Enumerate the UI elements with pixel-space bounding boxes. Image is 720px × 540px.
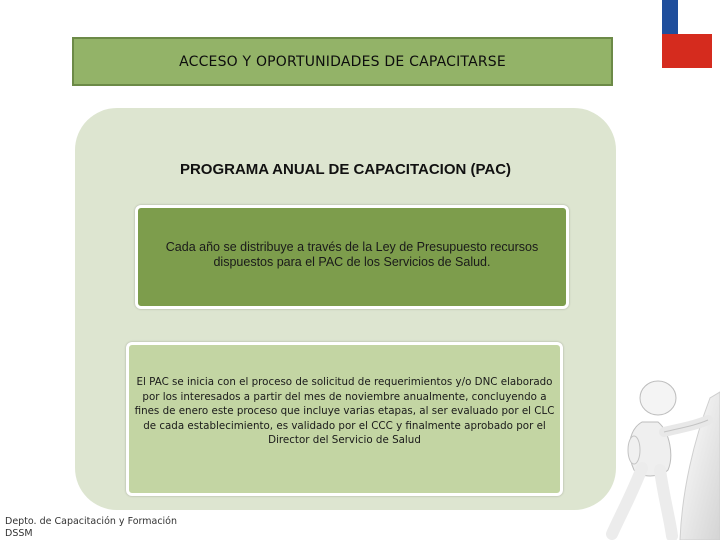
panel-heading: PROGRAMA ANUAL DE CAPACITACION (PAC) xyxy=(179,161,512,178)
chile-flag-icon xyxy=(662,0,712,68)
budget-info-text: Cada año se distribuye a través de la Ley de Presupuesto recursos dispuestos para el PAC de los Servicios de Salud. xyxy=(165,240,539,269)
footer-line-department: Depto. de Capacitación y Formación xyxy=(5,516,178,527)
slide-title-box xyxy=(72,37,613,86)
footer-credit xyxy=(5,516,177,540)
process-info-text: El PAC se inicia con el proceso de solicitud de requerimientos y/o DNC elaborado por los interesados a partir del mes de noviembre anualmente, concluyendo a fines de enero este proceso que incluye varias etapas, al ser evaluado por el CLC de cada establecimiento, es validado por el CCC y finalmente aprobado por el Director del Servicio de Salud xyxy=(134,376,555,447)
white-figure-pushing-page-icon xyxy=(598,370,720,540)
slide-title: ACCESO Y OPORTUNIDADES DE CAPACITARSE xyxy=(179,53,506,70)
budget-info-box xyxy=(135,205,569,309)
process-info-box xyxy=(126,342,563,496)
footer-line-org: DSSM xyxy=(5,528,33,539)
